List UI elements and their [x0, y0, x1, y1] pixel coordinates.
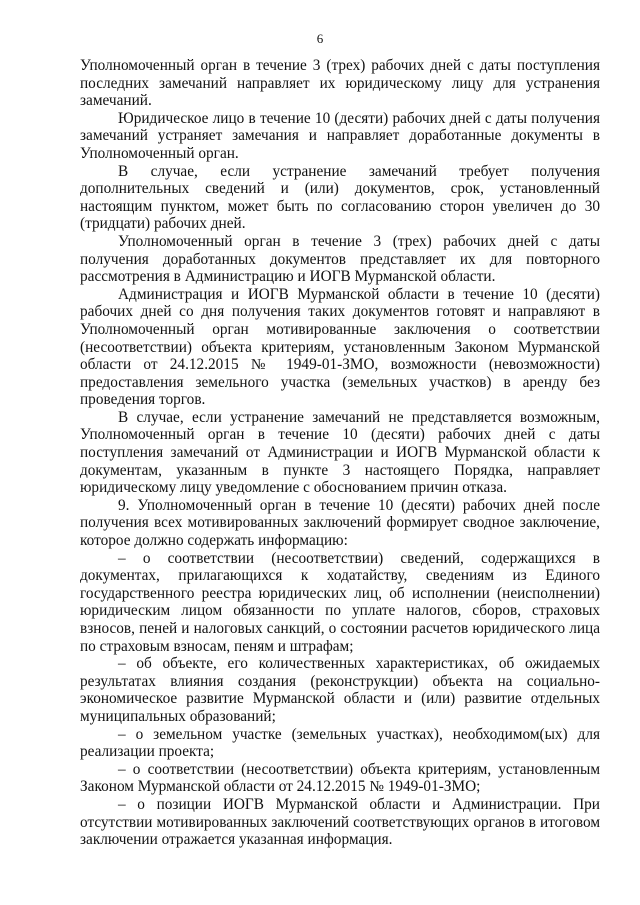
paragraph-2: Юридическое лицо в течение 10 (десяти) рабочих дней с даты получения замечаний устраняет замечания и направляет доработанные документы в Уполномоченный орган. — [80, 109, 600, 162]
paragraph-3: В случае, если устранение замечаний требует получения дополнительных сведений и (или) документов, срок, установленный настоящим пунктом, может быть по согласованию сторон увеличен до 30 (тридцати) рабочих дней. — [80, 162, 600, 233]
paragraph-7-item-9: 9. Уполномоченный орган в течение 10 (десяти) рабочих дней после получения всех мотивированных заключений формирует сводное заключение, которое должно содержать информацию: — [80, 496, 600, 550]
paragraph-5: Администрация и ИОГВ Мурманской области в течение 10 (десяти) рабочих дней со дня получения таких документов готовят и направляют в Уполномоченный орган мотивированные заключения о соответствии (несоответствии) объекта критериям, установленным Законом Мурманской области от 24.12.2015 № 1949-01-ЗМО, возможности (невозможности) предоставления земельного участка (земельных участков) в аренду без проведения торгов. — [80, 285, 600, 409]
paragraph-1: Уполномоченный орган в течение 3 (трех) рабочих дней с даты поступления последних замечаний направляет их юридическому лицу для устранения замечаний. — [80, 57, 600, 110]
list-item-position: – о позиции ИОГВ Мурманской области и Администрации. При отсутствии мотивированных заключений соответствующих органов в итоговом заключении отражается указанная информация. — [80, 795, 600, 849]
paragraph-4: Уполномоченный орган в течение 3 (трех) рабочих дней с даты получения доработанных документов представляет их для повторного рассмотрения в Администрацию и ИОГВ Мурманской области. — [80, 232, 600, 286]
page-number: 6 — [316, 31, 324, 46]
document-body — [80, 57, 600, 849]
paragraph-6: В случае, если устранение замечаний не представляется возможным, Уполномоченный орган в течение 10 (десяти) рабочих дней с даты поступления замечаний от Администрации и ИОГВ Мурманской области к документам, указанным в пункте 3 настоящего Порядка, направляет юридическому лицу уведомление с обоснованием причин отказа. — [80, 408, 600, 497]
list-item-object: – об объекте, его количественных характеристиках, об ожидаемых результатах влияния создания (реконструкции) объекта на социально-экономическое развитие Мурманской области и (или) развитие отдельных муниципальных образований; — [80, 655, 600, 725]
list-item-compliance: – о соответствии (несоответствии) сведений, содержащихся в документах, прилагающихся к ходатайству, сведениям из Единого государственного реестра юридических лиц, об исполнении (неисполнении) юридическим лицом обязанности по уплате налогов, сборов, страховых взносов, пеней и налоговых санкций, о состоянии расчетов юридического лица по страховым взносам, пеням и штрафам; — [80, 549, 600, 655]
list-item-land-plot: – о земельном участке (земельных участках), необходимом(ых) для реализации проекта; — [80, 725, 600, 761]
list-item-criteria: – о соответствии (несоответствии) объекта критериям, установленным Законом Мурманской области от 24.12.2015 № 1949-01-ЗМО; — [80, 760, 600, 796]
